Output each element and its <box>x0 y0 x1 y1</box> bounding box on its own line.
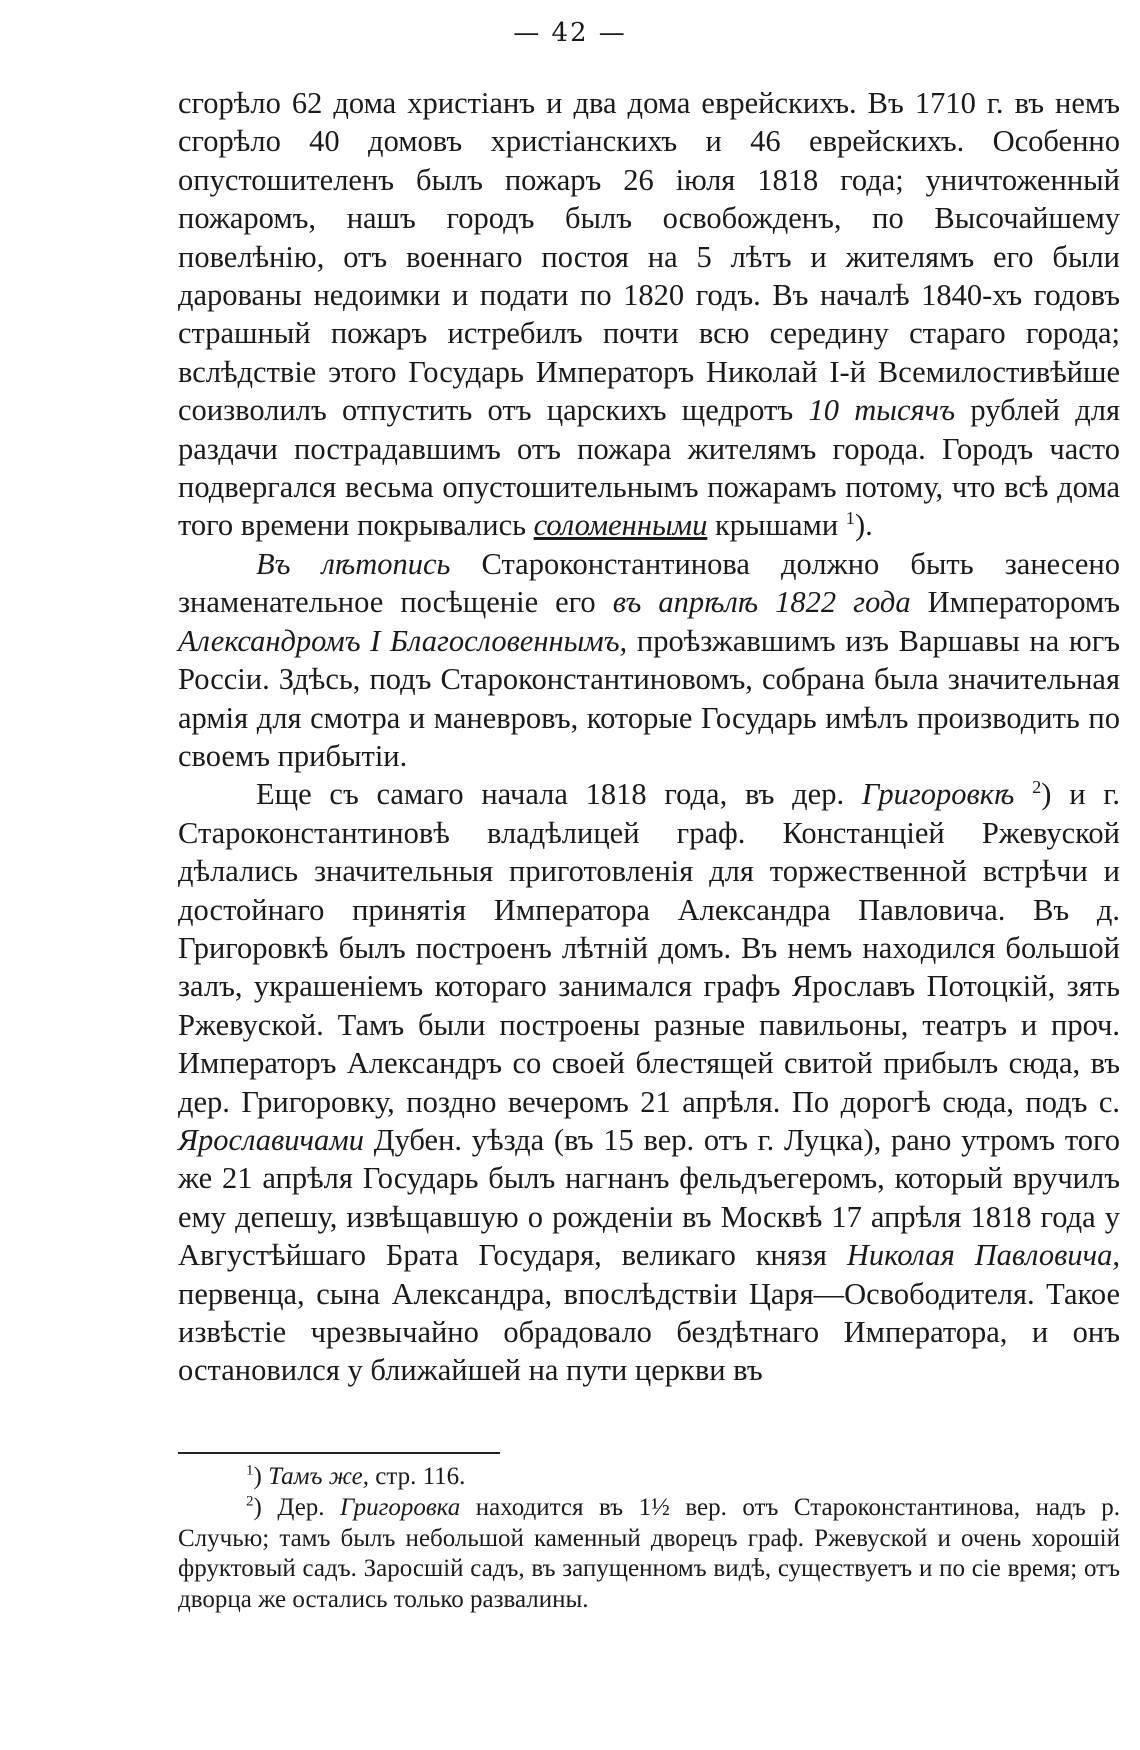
footnote-ref: 1 <box>845 508 855 529</box>
footnote-ref: 2 <box>246 1493 254 1510</box>
text-run: ) <box>253 1463 269 1490</box>
text-run: находится въ 1½ вер. отъ Староконстантинова, надъ р. Случью; тамъ былъ небольшой каменный дворецъ граф. Ржевуской и очень хорошій фруктовый садъ. Заросшій садъ, въ запущенномъ видѣ, существуетъ и по сіе время; отъ дворца же остались только развалины. <box>178 1493 1121 1614</box>
emphasis-text: въ апрѣлѣ 1822 года <box>612 585 911 620</box>
footnote <box>178 1462 1120 1493</box>
text-run: Еще съ самаго начала 1818 года, въ дер. <box>256 777 862 812</box>
text-run: сгорѣло 62 дома христіанъ и два дома еврейскихъ. Въ 1710 г. въ немъ сгорѣло 40 домовъ христіанскихъ и 46 еврейскихъ. Особенно опустошителенъ былъ пожаръ 26 іюля 1818 года; уничтоженный пожаромъ, нашъ городъ былъ освобожденъ, по Высочайшему повелѣнію, отъ военнаго постоя на 5 лѣтъ и жителямъ его были дарованы недоимки и подати по 1820 годъ. Въ началѣ 1840-хъ годовъ страшный пожаръ истребилъ почти всю середину стараго города; вслѣдствіе этого Государь Императоръ Николай I-й Всемилостивѣйше соизволилъ отпустить отъ царскихъ щедротъ <box>178 86 1120 428</box>
emphasis-text: Въ лѣтопись <box>256 546 451 581</box>
footnote <box>178 1493 1120 1616</box>
text-run: стр. 116. <box>369 1463 466 1490</box>
text-run: Императоромъ <box>910 585 1120 620</box>
main-text <box>178 84 1120 1390</box>
text-run: первенца, сына Александра, впослѣдствіи Царя—Освободителя. Такое извѣстіе чрезвычайно обрадовало бездѣтнаго Императора, и онъ остановился у ближайшей на пути церкви въ <box>178 1276 1120 1388</box>
text-run: крышами <box>707 508 846 543</box>
text-run: ) и г. Староконстантиновѣ владѣлицей граф. Констанціей Ржевуской дѣлались значительныя приготовленія для торжественной встрѣчи и достойнаго принятія Императора Александра Павловича. Въ д. Григоровкѣ былъ построенъ лѣтній домъ. Въ немъ находился большой залъ, украшеніемъ котораго занимался графъ Ярославъ Потоцкій, зять Ржевуской. Тамъ были построены разные павильоны, театръ и проч. Императоръ Александръ со своей блестящей свитой прибылъ сюда, въ дер. Григоровку, поздно вечеромъ 21 апрѣля. По дорогѣ сюда, подъ с. <box>178 777 1121 1119</box>
text-run: Дубен. уѣзда (въ 15 вер. отъ г. Луцка), рано утромъ того же 21 апрѣля Государь былъ нагнанъ фельдъегеромъ, который вручилъ ему депешу, извѣщавшую о рожденіи въ Москвѣ 17 апрѣля 1818 года у Августѣйшаго Брата Государя, великаго князя <box>178 1122 1120 1273</box>
paragraph <box>178 775 1120 1390</box>
footnote-ref: 1 <box>246 1462 254 1479</box>
text-run: Староконстантинова должно быть занесено знаменательное посѣщеніе его <box>178 546 1120 620</box>
paragraph <box>178 545 1120 775</box>
emphasis-text: Григоровка <box>340 1493 461 1521</box>
footnote-ref: 2 <box>1032 777 1042 798</box>
text-run <box>1014 777 1032 811</box>
text-run: проѣзжавшимъ изъ Варшавы на югъ Россіи. Здѣсь, подъ Староконстантиновомъ, собрана была значительная армія для смотра и маневровъ, которые Государь имѣлъ производить по своемъ прибытіи. <box>178 623 1120 773</box>
footnotes <box>178 1462 1120 1616</box>
paragraph <box>178 84 1120 545</box>
emphasis-text: Александромъ I Благословеннымъ, <box>178 623 628 658</box>
text-run: ). <box>854 508 873 543</box>
text-run: ) Дер. <box>253 1493 341 1521</box>
emphasis-text: Григоровкѣ <box>861 777 1015 812</box>
page-number: — 42 — <box>513 18 627 48</box>
emphasis-text: Тамъ же, <box>268 1463 370 1490</box>
emphasis-text: Ярославичами <box>178 1122 365 1157</box>
text-run: рублей для раздачи пострадавшимъ отъ пожара жителямъ города. Городъ часто подвергался весьма опустошительнымъ пожарамъ потому, что всѣ дома того времени покрывались <box>178 393 1121 543</box>
emphasis-text: 10 тысячъ <box>808 393 956 428</box>
underlined-emphasis-text: соломенными <box>533 508 708 543</box>
footnote-separator <box>178 1452 500 1454</box>
emphasis-text: Николая Павловича, <box>846 1238 1120 1273</box>
